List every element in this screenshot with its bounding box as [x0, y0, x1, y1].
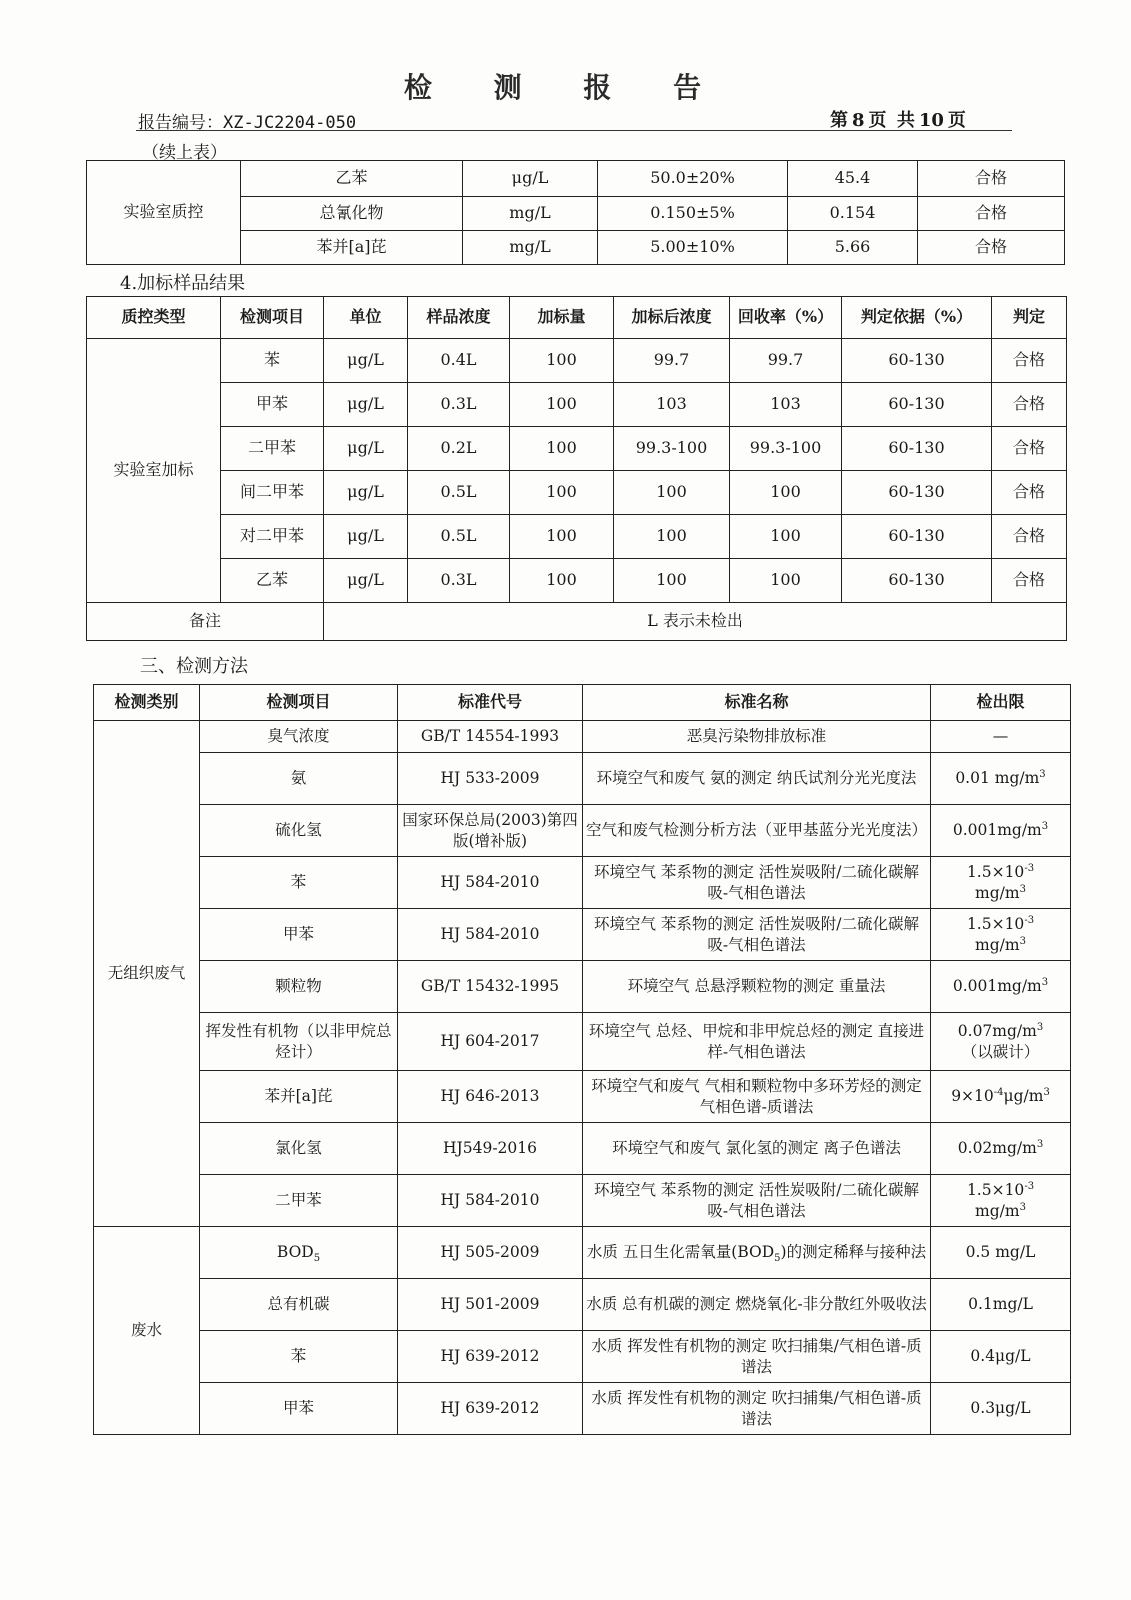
- spike-table: [86, 296, 1067, 641]
- spike-unit-cell: μg/L: [324, 471, 408, 515]
- method-limit-cell: [931, 1013, 1071, 1071]
- method-code-cell: HJ549-2016: [398, 1123, 583, 1175]
- table-row: [87, 603, 1067, 641]
- limit-unit: mg/m: [975, 883, 1020, 902]
- limit-value: 1.5×10: [966, 1181, 1025, 1200]
- method-limit-cell: 0.1mg/L: [931, 1279, 1071, 1331]
- spike-after-cell: 99.7: [614, 339, 730, 383]
- table-row: [94, 1175, 1071, 1227]
- column-header: 样品浓度: [408, 297, 510, 339]
- method-name-cell: [583, 1227, 931, 1279]
- spike-amount-cell: 100: [510, 515, 614, 559]
- limit-value: 1.5×10: [966, 863, 1025, 882]
- remark-label-cell: 备注: [87, 603, 324, 641]
- spike-result-cell: 合格: [992, 339, 1067, 383]
- page-label: 页: [947, 110, 966, 131]
- method-code-cell: GB/T 14554-1993: [398, 721, 583, 753]
- spike-sample-cell: 0.2L: [408, 427, 510, 471]
- spike-after-cell: 100: [614, 515, 730, 559]
- limit-value: 0.001mg/m: [952, 821, 1042, 840]
- table-row: [94, 857, 1071, 909]
- method-item-cell: 甲苯: [200, 1383, 398, 1435]
- limit-unit: mg/m: [975, 935, 1020, 954]
- qc-standard-cell: 50.0±20%: [598, 161, 788, 197]
- table-row: [94, 721, 1071, 753]
- method-limit-cell: 0.4μg/L: [931, 1331, 1071, 1383]
- method-name-cell: 环境空气 苯系物的测定 活性炭吸附/二硫化碳解吸-气相色谱法: [583, 909, 931, 961]
- spike-after-cell: 99.3-100: [614, 427, 730, 471]
- spike-recovery-cell: 100: [730, 559, 842, 603]
- limit-superscript: 3: [1019, 935, 1026, 947]
- limit-value: 0.02mg/m: [957, 1139, 1037, 1158]
- method-item-cell: 硫化氢: [200, 805, 398, 857]
- table-row: [94, 1071, 1071, 1123]
- page-label: 第: [830, 110, 848, 131]
- spike-recovery-cell: 99.7: [730, 339, 842, 383]
- spike-result-cell: 合格: [992, 471, 1067, 515]
- name-text: )的测定稀释与接种法: [780, 1243, 927, 1262]
- spike-amount-cell: 100: [510, 383, 614, 427]
- method-code-cell: HJ 584-2010: [398, 1175, 583, 1227]
- page-total: 10: [918, 110, 944, 131]
- method-item-cell: 苯: [200, 857, 398, 909]
- limit-note: （以碳计）: [961, 1042, 1040, 1061]
- spike-basis-cell: 60-130: [842, 471, 992, 515]
- table-row: [87, 427, 1067, 471]
- spike-amount-cell: 100: [510, 339, 614, 383]
- limit-superscript: 3: [1043, 1087, 1050, 1099]
- table-row: [94, 1279, 1071, 1331]
- spike-basis-cell: 60-130: [842, 559, 992, 603]
- column-header: 检测项目: [221, 297, 324, 339]
- method-category-cell: 无组织废气: [94, 721, 200, 1227]
- method-item-cell: 颗粒物: [200, 961, 398, 1013]
- limit-value: 0.01 mg/m: [955, 769, 1040, 788]
- limit-superscript: 3: [1041, 821, 1049, 833]
- table-row: [87, 383, 1067, 427]
- spike-item-cell: 对二甲苯: [221, 515, 324, 559]
- method-code-cell: HJ 505-2009: [398, 1227, 583, 1279]
- spike-category-cell: 实验室加标: [87, 339, 221, 603]
- report-number-label: 报告编号：: [138, 113, 223, 133]
- table-row: [94, 753, 1071, 805]
- spike-item-cell: 甲苯: [221, 383, 324, 427]
- qc-unit-cell: mg/L: [463, 231, 598, 265]
- spike-recovery-cell: 99.3-100: [730, 427, 842, 471]
- limit-value: 1.5×10: [966, 915, 1025, 934]
- qc-category-cell: 实验室质控: [87, 161, 241, 265]
- table-row: [94, 1123, 1071, 1175]
- limit-superscript: 3: [1036, 1139, 1044, 1151]
- item-text: BOD: [276, 1243, 314, 1262]
- page-current: 8: [852, 110, 865, 131]
- limit-unit: mg/m: [975, 1201, 1020, 1220]
- method-name-cell: 环境空气 苯系物的测定 活性炭吸附/二硫化碳解吸-气相色谱法: [583, 1175, 931, 1227]
- limit-superscript: 3: [1039, 769, 1046, 781]
- spike-item-cell: 间二甲苯: [221, 471, 324, 515]
- method-name-cell: 环境空气 苯系物的测定 活性炭吸附/二硫化碳解吸-气相色谱法: [583, 857, 931, 909]
- qc-table: [86, 160, 1065, 265]
- method-limit-cell: 0.3μg/L: [931, 1383, 1071, 1435]
- limit-exponent: -3: [1024, 1181, 1035, 1193]
- method-category-cell: 废水: [94, 1227, 200, 1435]
- column-header: 回收率（%）: [730, 297, 842, 339]
- limit-exponent: -4: [993, 1087, 1004, 1099]
- continued-note: （续上表）: [142, 143, 227, 163]
- method-limit-cell: [931, 1123, 1071, 1175]
- column-header: 质控类型: [87, 297, 221, 339]
- limit-superscript: 3: [1036, 1022, 1044, 1034]
- method-code-cell: GB/T 15432-1995: [398, 961, 583, 1013]
- page-label: 共: [896, 110, 915, 131]
- spike-result-cell: 合格: [992, 559, 1067, 603]
- table-header-row: [87, 297, 1067, 339]
- table-row: [94, 805, 1071, 857]
- qc-result-cell: 合格: [918, 231, 1065, 265]
- spike-section-title: 4.加标样品结果: [120, 273, 246, 294]
- spike-after-cell: 100: [614, 471, 730, 515]
- method-limit-cell: [931, 857, 1071, 909]
- method-limit-cell: —: [931, 721, 1071, 753]
- table-row: [87, 161, 1065, 197]
- report-title: 检 测 报 告: [403, 71, 728, 104]
- limit-value: 0.07mg/m: [957, 1022, 1037, 1041]
- spike-amount-cell: 100: [510, 427, 614, 471]
- report-number-value: XZ-JC2204-050: [223, 113, 357, 133]
- spike-after-cell: 103: [614, 383, 730, 427]
- spike-basis-cell: 60-130: [842, 383, 992, 427]
- method-name-cell: 恶臭污染物排放标准: [583, 721, 931, 753]
- table-row: [94, 909, 1071, 961]
- item-subscript: 5: [313, 1253, 321, 1265]
- method-name-cell: 空气和废气检测分析方法（亚甲基蓝分光光度法）: [583, 805, 931, 857]
- qc-unit-cell: mg/L: [463, 197, 598, 231]
- name-subscript: 5: [774, 1253, 781, 1265]
- spike-basis-cell: 60-130: [842, 339, 992, 383]
- method-name-cell: 环境空气和废气 氨的测定 纳氏试剂分光光度法: [583, 753, 931, 805]
- spike-recovery-cell: 103: [730, 383, 842, 427]
- method-item-cell: 二甲苯: [200, 1175, 398, 1227]
- method-code-cell: HJ 533-2009: [398, 753, 583, 805]
- method-code-cell: HJ 584-2010: [398, 909, 583, 961]
- limit-exponent: -3: [1024, 915, 1035, 927]
- method-code-cell: HJ 501-2009: [398, 1279, 583, 1331]
- spike-after-cell: 100: [614, 559, 730, 603]
- spike-basis-cell: 60-130: [842, 427, 992, 471]
- table-row: [94, 1013, 1071, 1071]
- method-item-cell: 挥发性有机物（以非甲烷总烃计）: [200, 1013, 398, 1071]
- qc-item-cell: 苯并[a]芘: [241, 231, 463, 265]
- header-rule: [136, 130, 1012, 131]
- method-item-cell: 臭气浓度: [200, 721, 398, 753]
- method-code-cell: HJ 604-2017: [398, 1013, 583, 1071]
- qc-measured-cell: 45.4: [788, 161, 918, 197]
- method-name-cell: 环境空气和废气 气相和颗粒物中多环芳烃的测定 气相色谱-质谱法: [583, 1071, 931, 1123]
- limit-value: 9×10: [951, 1087, 994, 1106]
- spike-item-cell: 二甲苯: [221, 427, 324, 471]
- spike-result-cell: 合格: [992, 515, 1067, 559]
- spike-unit-cell: μg/L: [324, 515, 408, 559]
- method-name-cell: 水质 挥发性有机物的测定 吹扫捕集/气相色谱-质谱法: [583, 1331, 931, 1383]
- limit-unit: μg/m: [1003, 1087, 1044, 1106]
- method-limit-cell: [931, 753, 1071, 805]
- spike-recovery-cell: 100: [730, 515, 842, 559]
- table-row: [94, 1383, 1071, 1435]
- method-limit-cell: 0.5 mg/L: [931, 1227, 1071, 1279]
- method-item-cell: [200, 1227, 398, 1279]
- spike-unit-cell: μg/L: [324, 383, 408, 427]
- table-row: [94, 1331, 1071, 1383]
- table-row: [94, 961, 1071, 1013]
- method-name-cell: 水质 挥发性有机物的测定 吹扫捕集/气相色谱-质谱法: [583, 1383, 931, 1435]
- method-code-cell: HJ 639-2012: [398, 1383, 583, 1435]
- method-code-cell: HJ 584-2010: [398, 857, 583, 909]
- qc-standard-cell: 5.00±10%: [598, 231, 788, 265]
- method-item-cell: 氨: [200, 753, 398, 805]
- method-name-cell: 水质 总有机碳的测定 燃烧氧化-非分散红外吸收法: [583, 1279, 931, 1331]
- table-row: [87, 515, 1067, 559]
- methods-table: [93, 684, 1071, 1435]
- spike-unit-cell: μg/L: [324, 339, 408, 383]
- table-row: [87, 339, 1067, 383]
- column-header: 标准代号: [398, 685, 583, 721]
- spike-sample-cell: 0.3L: [408, 559, 510, 603]
- method-item-cell: 苯: [200, 1331, 398, 1383]
- column-header: 单位: [324, 297, 408, 339]
- method-code-cell: HJ 646-2013: [398, 1071, 583, 1123]
- method-name-cell: 环境空气和废气 氯化氢的测定 离子色谱法: [583, 1123, 931, 1175]
- qc-measured-cell: 0.154: [788, 197, 918, 231]
- method-limit-cell: [931, 909, 1071, 961]
- qc-unit-cell: μg/L: [463, 161, 598, 197]
- table-row: [87, 471, 1067, 515]
- column-header: 判定: [992, 297, 1067, 339]
- method-limit-cell: [931, 1175, 1071, 1227]
- method-item-cell: 总有机碳: [200, 1279, 398, 1331]
- name-text: 水质 五日生化需氧量(BOD: [586, 1243, 775, 1262]
- limit-superscript: 3: [1041, 977, 1049, 989]
- table-row: [87, 559, 1067, 603]
- qc-result-cell: 合格: [918, 161, 1065, 197]
- spike-item-cell: 乙苯: [221, 559, 324, 603]
- method-name-cell: 环境空气 总悬浮颗粒物的测定 重量法: [583, 961, 931, 1013]
- spike-sample-cell: 0.5L: [408, 515, 510, 559]
- qc-measured-cell: 5.66: [788, 231, 918, 265]
- column-header: 检测类别: [94, 685, 200, 721]
- column-header: 检出限: [931, 685, 1071, 721]
- spike-amount-cell: 100: [510, 559, 614, 603]
- spike-result-cell: 合格: [992, 427, 1067, 471]
- spike-basis-cell: 60-130: [842, 515, 992, 559]
- spike-sample-cell: 0.4L: [408, 339, 510, 383]
- limit-exponent: -3: [1024, 863, 1035, 875]
- method-code-cell: 国家环保总局(2003)第四版(增补版): [398, 805, 583, 857]
- column-header: 标准名称: [583, 685, 931, 721]
- page-label: 页: [868, 110, 887, 131]
- spike-sample-cell: 0.3L: [408, 383, 510, 427]
- qc-item-cell: 乙苯: [241, 161, 463, 197]
- column-header: 加标量: [510, 297, 614, 339]
- table-row: [94, 1227, 1071, 1279]
- limit-value: 0.001mg/m: [952, 977, 1042, 996]
- page-indicator: [830, 106, 970, 132]
- methods-section-title: 三、检测方法: [140, 656, 248, 677]
- method-name-cell: 环境空气 总烃、甲烷和非甲烷总烃的测定 直接进样-气相色谱法: [583, 1013, 931, 1071]
- spike-result-cell: 合格: [992, 383, 1067, 427]
- qc-result-cell: 合格: [918, 197, 1065, 231]
- method-item-cell: 苯并[a]芘: [200, 1071, 398, 1123]
- column-header: 判定依据（%）: [842, 297, 992, 339]
- spike-sample-cell: 0.5L: [408, 471, 510, 515]
- spike-recovery-cell: 100: [730, 471, 842, 515]
- limit-superscript: 3: [1019, 1201, 1026, 1213]
- method-item-cell: 甲苯: [200, 909, 398, 961]
- method-limit-cell: [931, 1071, 1071, 1123]
- qc-standard-cell: 0.150±5%: [598, 197, 788, 231]
- qc-item-cell: 总氰化物: [241, 197, 463, 231]
- method-item-cell: 氯化氢: [200, 1123, 398, 1175]
- method-limit-cell: [931, 805, 1071, 857]
- limit-superscript: 3: [1019, 883, 1026, 895]
- remark-cell: L 表示未检出: [324, 603, 1067, 641]
- column-header: 加标后浓度: [614, 297, 730, 339]
- spike-amount-cell: 100: [510, 471, 614, 515]
- method-limit-cell: [931, 961, 1071, 1013]
- spike-unit-cell: μg/L: [324, 559, 408, 603]
- spike-item-cell: 苯: [221, 339, 324, 383]
- method-code-cell: HJ 639-2012: [398, 1331, 583, 1383]
- spike-unit-cell: μg/L: [324, 427, 408, 471]
- table-header-row: [94, 685, 1071, 721]
- column-header: 检测项目: [200, 685, 398, 721]
